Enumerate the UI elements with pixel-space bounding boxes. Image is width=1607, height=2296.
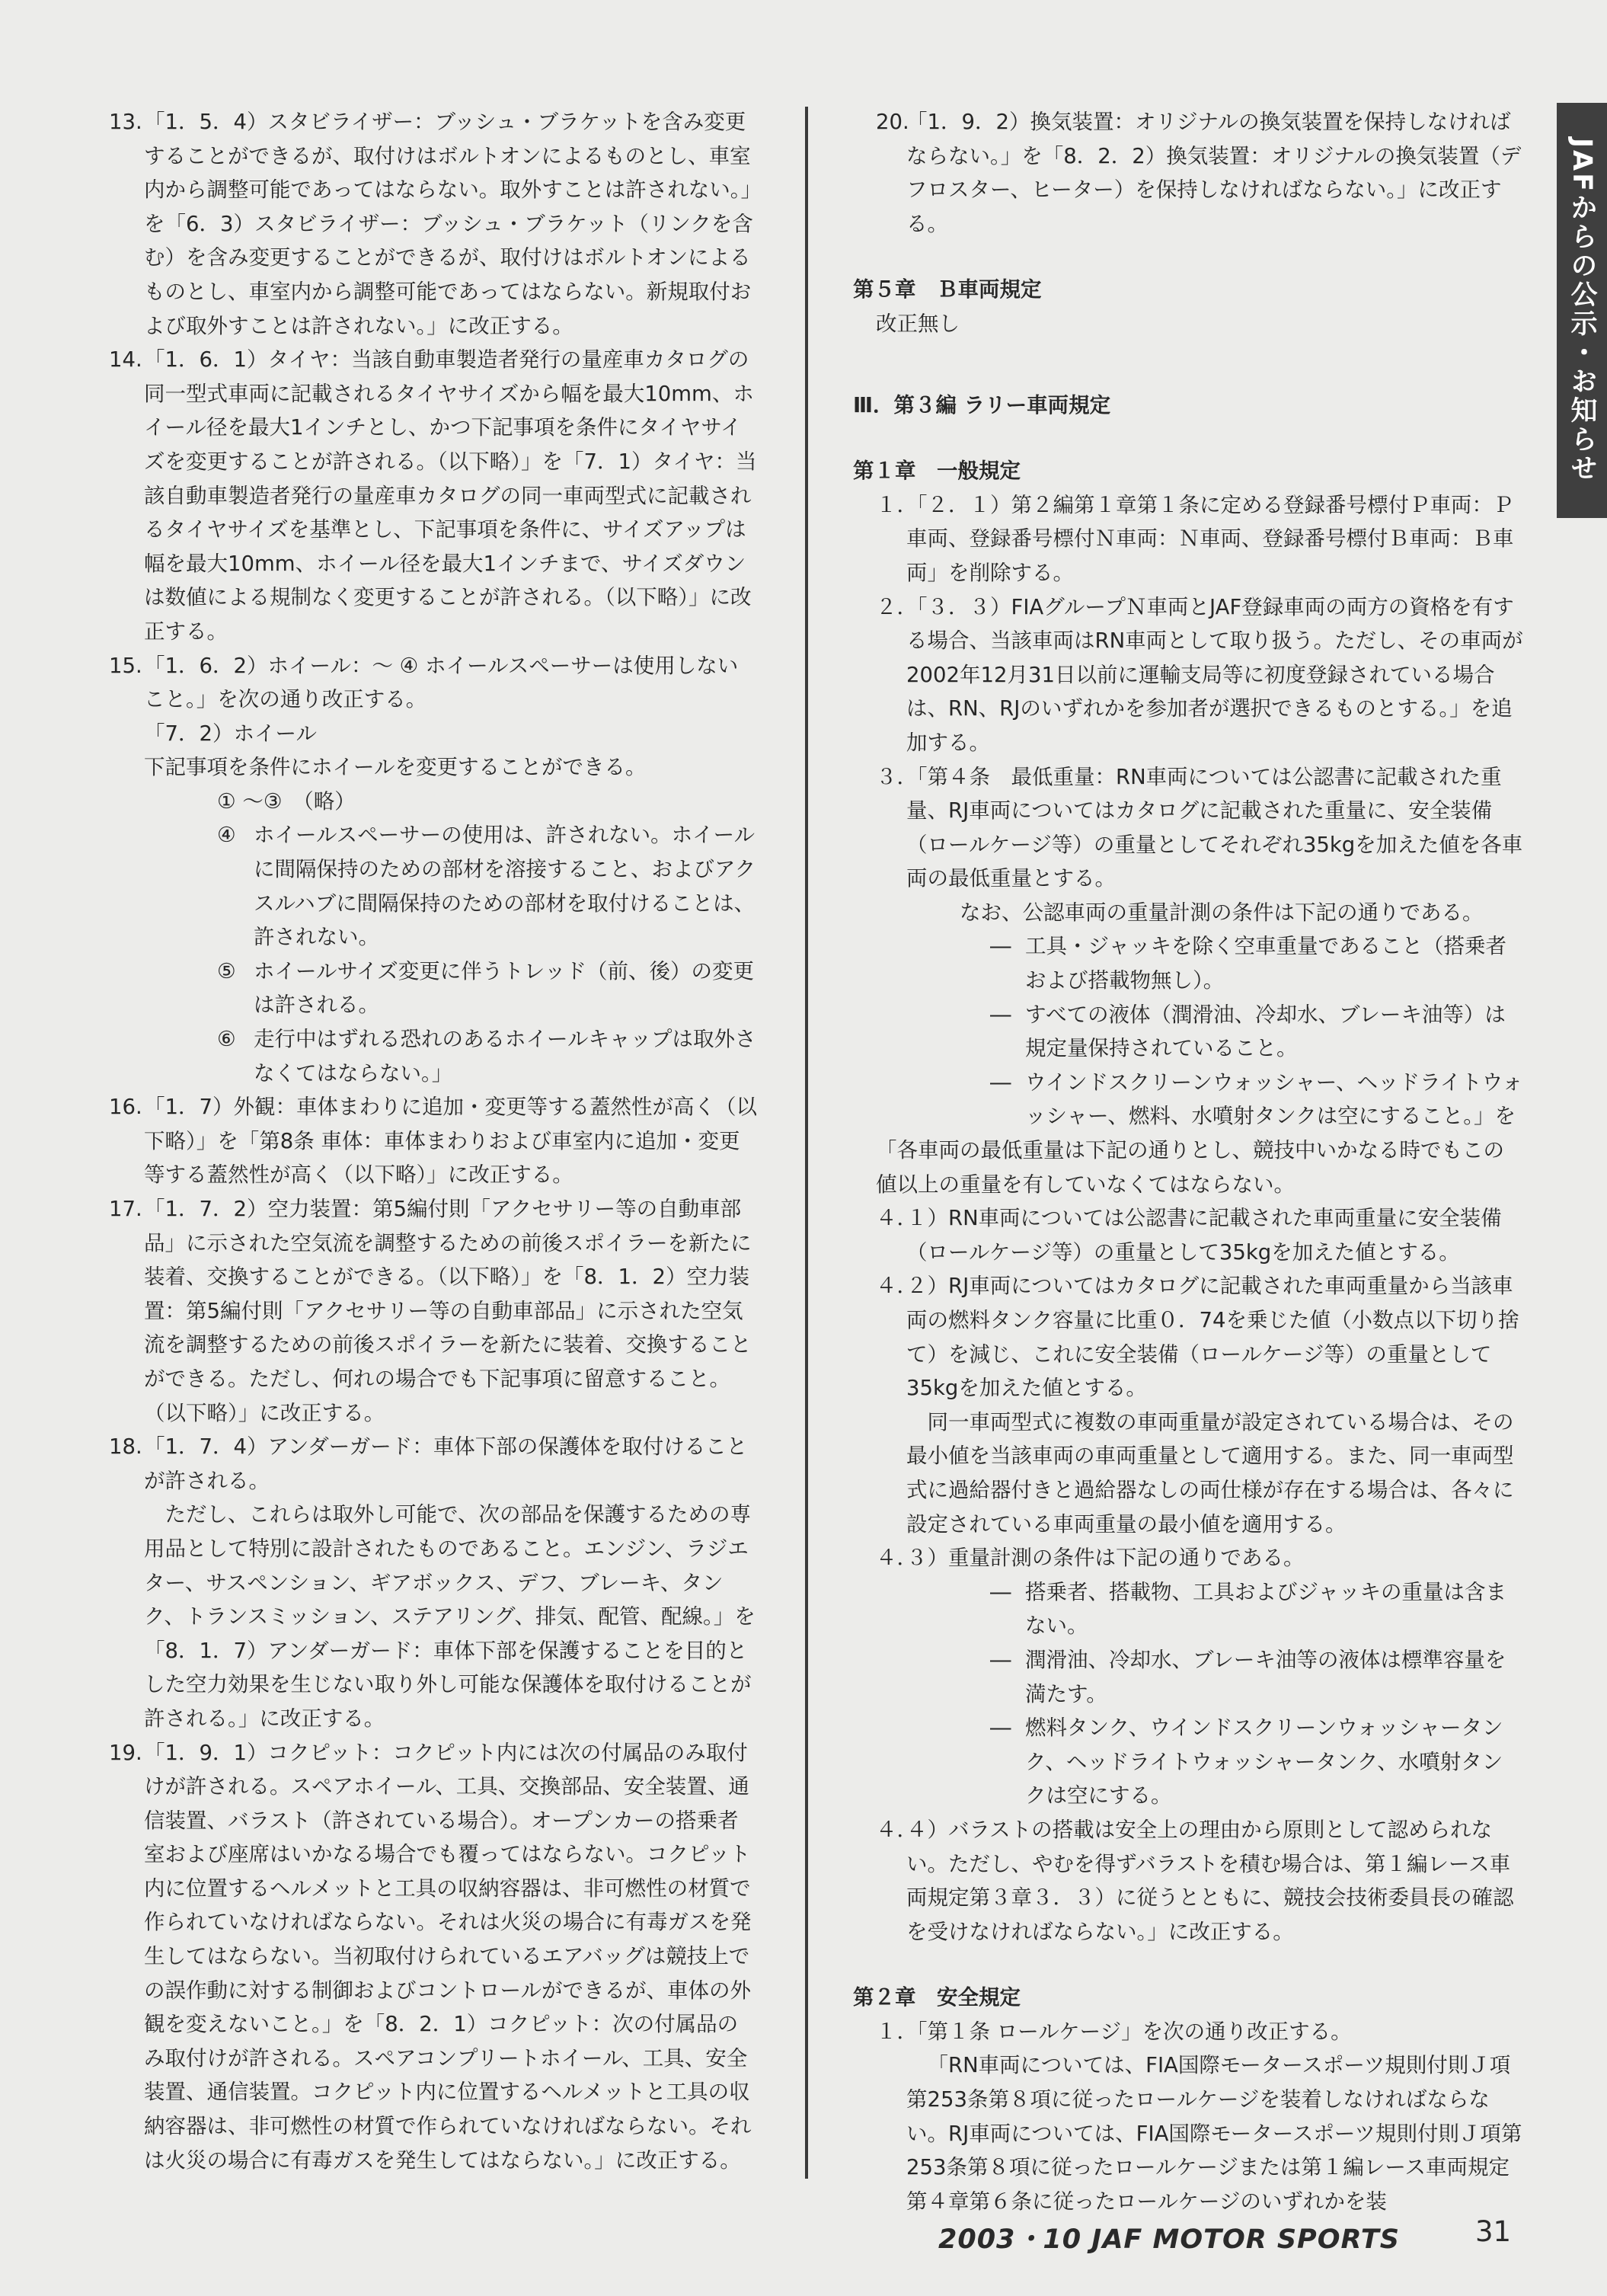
page-number: 31 — [1475, 2215, 1512, 2248]
spacer — [853, 1949, 1523, 1981]
paragraph: ただし、これらは取外し可能で、次の部品を保護するための専用品として特別に設計されたものであること。エンジン、ラジエター、サスペンション、ギアボックス、デフ、ブレーキ、タンク、トランスミッション、ステアリング、排気、配管、配線。」を「8．1．7）アンダーガード：車体下部を保護することを目的とした空力効果を生じない取り外し可能な保護体を取付けることが許される。」に改正する。 — [144, 1502, 756, 1731]
list-item: 20. 「1．9．2）換気装置：オリジナルの換気装置を保持しなければならない。」を「8．2．2）換気装置：オリジナルの換気装置（デフロスター、ヒーター）を保持しなければならない。」に改正する。 — [853, 105, 1523, 241]
paragraph: 下記事項を条件にホイールを変更することができる。 — [144, 755, 647, 780]
dash-item: ― すべての液体（潤滑油、冷却水、ブレーキ油等）は規定量保持されていること。 — [990, 1002, 1506, 1061]
paragraph: 「RN車両については、FIA国際モータースポーツ規則付則Ｊ項第253条第８項に従ったロールケージを装着しなければならない。RJ車両については、FIA国際モータースポーツ規則付則Ｊ項第253条第８項に従ったロールケージまたは第１編レース車両規定第４章第６条に従ったロールケージのいずれかを装 — [906, 2053, 1522, 2214]
list-item: ３． 「第４条 最低重量：RN車両については公認書に記載された重量、RJ車両についてはカタログに記載された重量に、安全装備（ロールケージ等）の重量としてそれぞれ35kgを加えた値を各車両の最低重量とする。 — [876, 764, 1523, 891]
chapter-heading: 第５章 Ｂ車両規定 — [853, 277, 1042, 302]
sub-item: ⑤ ホイールサイズ変更に伴うトレッド（前、後）の変更は許される。 — [217, 958, 754, 1018]
list-item: ４． ４）バラストの搭載は安全上の理由から原則として認められない。ただし、やむを得ずバラストを積む場合は、第１編レース車両規定第３章３．３）に従うとともに、競技会技術委員長の確認を受けなければならない。」に改正する。 — [876, 1817, 1514, 1944]
dash-list — [853, 929, 1523, 1134]
section-tab — [1557, 103, 1607, 518]
item-text: 「1．7．4）アンダーガード：車体下部の保護体を取付けることが許される。 — [144, 1434, 748, 1493]
sub-item: ④ ホイールスペーサーの使用は、許されない。ホイールに間隔保持のための部材を溶接すること、およびアクスルハブに間隔保持のための部材を取付けることは、許されない。 — [217, 823, 756, 950]
dash-item: ― 工具・ジャッキを除く空車重量であること（搭乗者および搭載物無し）。 — [990, 934, 1506, 993]
list-item: ２． 「３．３）FIAグループＮ車両とJAF登録車両の両方の資格を有する場合、当該車両はRN車両として取り扱う。ただし、その車両が2002年12月31日以前に運輸支局等に初度登録されている場合は、RN、RJのいずれかを参加者が選択できるものとする。」を追加する。 — [876, 594, 1523, 755]
list-item: 16. 「1．7）外観：車体まわりに追加・変更等する蓋然性が高く（以下略）」を「第8条 車体：車体まわりおよび車室内に追加・変更等する蓋然性が高く（以下略）」に改正する。 — [109, 1095, 757, 1188]
list-item: ４． １）RN車両については公認書に記載された車両重量に安全装備（ロールケージ等）の重量として35kgを加えた値とする。 — [876, 1206, 1502, 1265]
dash-item: ― 燃料タンク、ウインドスクリーンウォッシャータンク、ヘッドライトウォッシャータンク、水噴射タンクは空にする。 — [990, 1716, 1503, 1808]
magazine-footer: 2003・10 JAF MOTOR SPORTS — [938, 2224, 1400, 2255]
dash-list — [853, 1575, 1523, 1813]
list-item: 13. 「1．5．4）スタビライザー：ブッシュ・ブラケットを含み変更することができるが、取付けはボルトオンによるものとし、車室内から調整可能であってはならない。取外すことは許されない。」を「6．3）スタビライザー：ブッシュ・ブラケット（リンクを含む）を含み変更することができるが、取付けはボルトオンによるものとし、車室内から調整可能であってはならない。新規取付および取外すことは許されない。」に改正する。 — [109, 110, 753, 338]
list-item: 14. 「1．6．1）タイヤ：当該自動車製造者発行の量産車カタログの同一型式車両に記載されるタイヤサイズから幅を最大10mm、ホイール径を最大1インチとし、かつ下記事項を条件にタイヤサイズを変更することが許される。（以下略）」を「7．1）タイヤ：当該自動車製造者発行の量産車カタログの同一車両型式に記載されるタイヤサイズを基準とし、下記事項を条件に、サイズアップは幅を最大10mm、ホイール径を最大1インチまで、サイズダウンは数値による規制なく変更することが許される。（以下略）」に改正する。 — [109, 347, 757, 644]
spacer — [853, 422, 1523, 454]
item-text: 「1．6．2）ホイール：～ ④ ホイールスペーサーは使用しないこと。」を次の通り改正する。 — [144, 653, 739, 712]
item-text: 「1．7）外観：車体まわりに追加・変更等する蓋然性が高く（以下略）」を「第8条 車体：車体まわりおよび車室内に追加・変更等する蓋然性が高く（以下略）」に改正する。 — [144, 1095, 757, 1188]
list-item: １． 「第１条 ロールケージ」を次の通り改正する。 — [876, 2019, 1352, 2044]
spacer — [853, 341, 1523, 373]
paragraph: 「各車両の最低重量は下記の通りとし、競技中いかなる時でもこの値以上の重量を有していなくてはならない。 — [876, 1138, 1504, 1197]
list-item: １． 「２．１）第２編第１章第１条に定める登録番号標付Ｐ車両：Ｐ車両、登録番号標付Ｎ車両：Ｎ車両、登録番号標付Ｂ車両：Ｂ車両」を削除する。 — [876, 492, 1514, 585]
chapter-heading: 第１章 一般規定 — [853, 459, 1021, 484]
list-item: ４． ２）RJ車両についてはカタログに記載された車両重量から当該車両の燃料タンク容量に比重０．74を乗じた値（小数点以下切り捨て）を減じ、これに安全装備（ロールケージ等）の重量として35kgを加えた値とする。 — [876, 1274, 1519, 1401]
column-divider — [805, 107, 808, 2179]
item-text: 「1．5．4）スタビライザー：ブッシュ・ブラケットを含み変更することができるが、取付けはボルトオンによるものとし、車室内から調整可能であってはならない。取外すことは許されない。」を「6．3）スタビライザー：ブッシュ・ブラケット（リンクを含む）を含み変更することができるが、取付けはボルトオンによるものとし、車室内から調整可能であってはならない。新規取付および取外すことは許されない。」に改正する。 — [144, 110, 753, 338]
section-tab-label: JAFからの公示・お知らせ — [1567, 137, 1597, 484]
list-item: ４． ３）重量計測の条件は下記の通りである。 — [876, 1546, 1305, 1571]
subsection-heading: 「7．2）ホイール — [144, 721, 317, 746]
paragraph: なお、公認車両の重量計測の条件は下記の通りである。 — [960, 900, 1484, 925]
sub-item: ① ～③ （略） — [217, 788, 356, 814]
dash-item: ― 潤滑油、冷却水、ブレーキ油等の液体は標準容量を満たす。 — [990, 1647, 1506, 1706]
dash-item: ― ウインドスクリーンウォッシャー、ヘッドライトウォッシャー、燃料、水噴射タンクは空にすること。」を — [990, 1070, 1523, 1129]
item-text: 「1．9．2）換気装置：オリジナルの換気装置を保持しなければならない。」を「8．2．2）換気装置：オリジナルの換気装置（デフロスター、ヒーター）を保持しなければならない。」に改正する。 — [906, 110, 1522, 236]
right-column — [853, 105, 1523, 2218]
dash-item: ― 搭乗者、搭載物、工具およびジャッキの重量は含まない。 — [990, 1579, 1506, 1639]
paragraph: 改正無し — [876, 311, 960, 336]
spacer — [853, 241, 1523, 273]
spacer — [853, 373, 1523, 389]
list-item: 18. 「1．7．4）アンダーガード：車体下部の保護体を取付けることが許される。 — [109, 1434, 748, 1493]
part-heading: Ⅲ．第３編 ラリー車両規定 — [853, 392, 1111, 417]
chapter-heading: 第２章 安全規定 — [853, 1985, 1021, 2010]
sub-item-group — [110, 818, 758, 1090]
sub-item: ⑥ 走行中はずれる恐れのあるホイールキャップは取外さなくてはならない。」 — [217, 1027, 756, 1086]
list-item: 19. 「1．9．1）コクピット：コクピット内には次の付属品のみ取付けが許される。スペアホイール、工具、交換部品、安全装置、通信装置、バラスト（許されている場合）。オープンカーの搭乗者室および座席はいかなる場合でも覆ってはならない。コクピット内に位置するヘルメットと工具の収納容器は、非可燃性の材質で作られていなければならない。それは火災の場合に有毒ガスを発生してはならない。当初取付けられているエアバッグは競技上での誤作動に対する制御およびコントロールができるが、車体の外観を変えないこと。」を「8．2．1）コクピット：次の付属品のみ取付けが許される。スペアコンプリートホイール、工具、安全装置、通信装置。コクピット内に位置するヘルメットと工具の収納容器は、非可燃性の材質で作られていなければならない。それは火災の場合に有毒ガスを発生してはならない。」に改正する。 — [109, 1740, 752, 2173]
left-column — [110, 105, 758, 2177]
list-item: 17. 「1．7．2）空力装置：第5編付則「アクセサリー等の自動車部品」に示された空気流を調整するための前後スポイラーを新たに装着、交換することができる。（以下略）」を「8．1．2）空力装置：第5編付則「アクセサリー等の自動車部品」に示された空気流を調整するための前後スポイラーを新たに装着、交換することができる。ただし、何れの場合でも下記事項に留意すること。（以下略）」に改正する。 — [109, 1197, 752, 1425]
paragraph: 同一車両型式に複数の車両重量が設定されている場合は、その最小値を当該車両の車両重量として適用する。また、同一車両型式に過給器付きと過給器なしの両仕様が存在する場合は、各々に設定されている車両重量の最小値を適用する。 — [906, 1409, 1514, 1537]
list-item: 15. 「1．6．2）ホイール：～ ④ ホイールスペーサーは使用しないこと。」を次の通り改正する。 — [109, 653, 739, 712]
item-text: 「1．7．2）空力装置：第5編付則「アクセサリー等の自動車部品」に示された空気流を調整するための前後スポイラーを新たに装着、交換することができる。（以下略）」を「8．1．2）空力装置：第5編付則「アクセサリー等の自動車部品」に示された空気流を調整するための前後スポイラーを新たに装着、交換することができる。ただし、何れの場合でも下記事項に留意すること。（以下略）」に改正する。 — [144, 1197, 752, 1425]
item-text: 「1．9．1）コクピット：コクピット内には次の付属品のみ取付けが許される。スペアホイール、工具、交換部品、安全装置、通信装置、バラスト（許されている場合）。オープンカーの搭乗者室および座席はいかなる場合でも覆ってはならない。コクピット内に位置するヘルメットと工具の収納容器は、非可燃性の材質で作られていなければならない。それは火災の場合に有毒ガスを発生してはならない。当初取付けられているエアバッグは競技上での誤作動に対する制御およびコントロールができるが、車体の外観を変えないこと。」を「8．2．1）コクピット：次の付属品のみ取付けが許される。スペアコンプリートホイール、工具、安全装置、通信装置。コクピット内に位置するヘルメットと工具の収納容器は、非可燃性の材質で作られていなければならない。それは火災の場合に有毒ガスを発生してはならない。」に改正する。 — [144, 1740, 752, 2173]
item-text: 「1．6．1）タイヤ：当該自動車製造者発行の量産車カタログの同一型式車両に記載されるタイヤサイズから幅を最大10mm、ホイール径を最大1インチとし、かつ下記事項を条件にタイヤサイズを変更することが許される。（以下略）」を「7．1）タイヤ：当該自動車製造者発行の量産車カタログの同一車両型式に記載されるタイヤサイズを基準とし、下記事項を条件に、サイズアップは幅を最大10mm、ホイール径を最大1インチまで、サイズダウンは数値による規制なく変更することが許される。（以下略）」に改正する。 — [144, 347, 757, 644]
